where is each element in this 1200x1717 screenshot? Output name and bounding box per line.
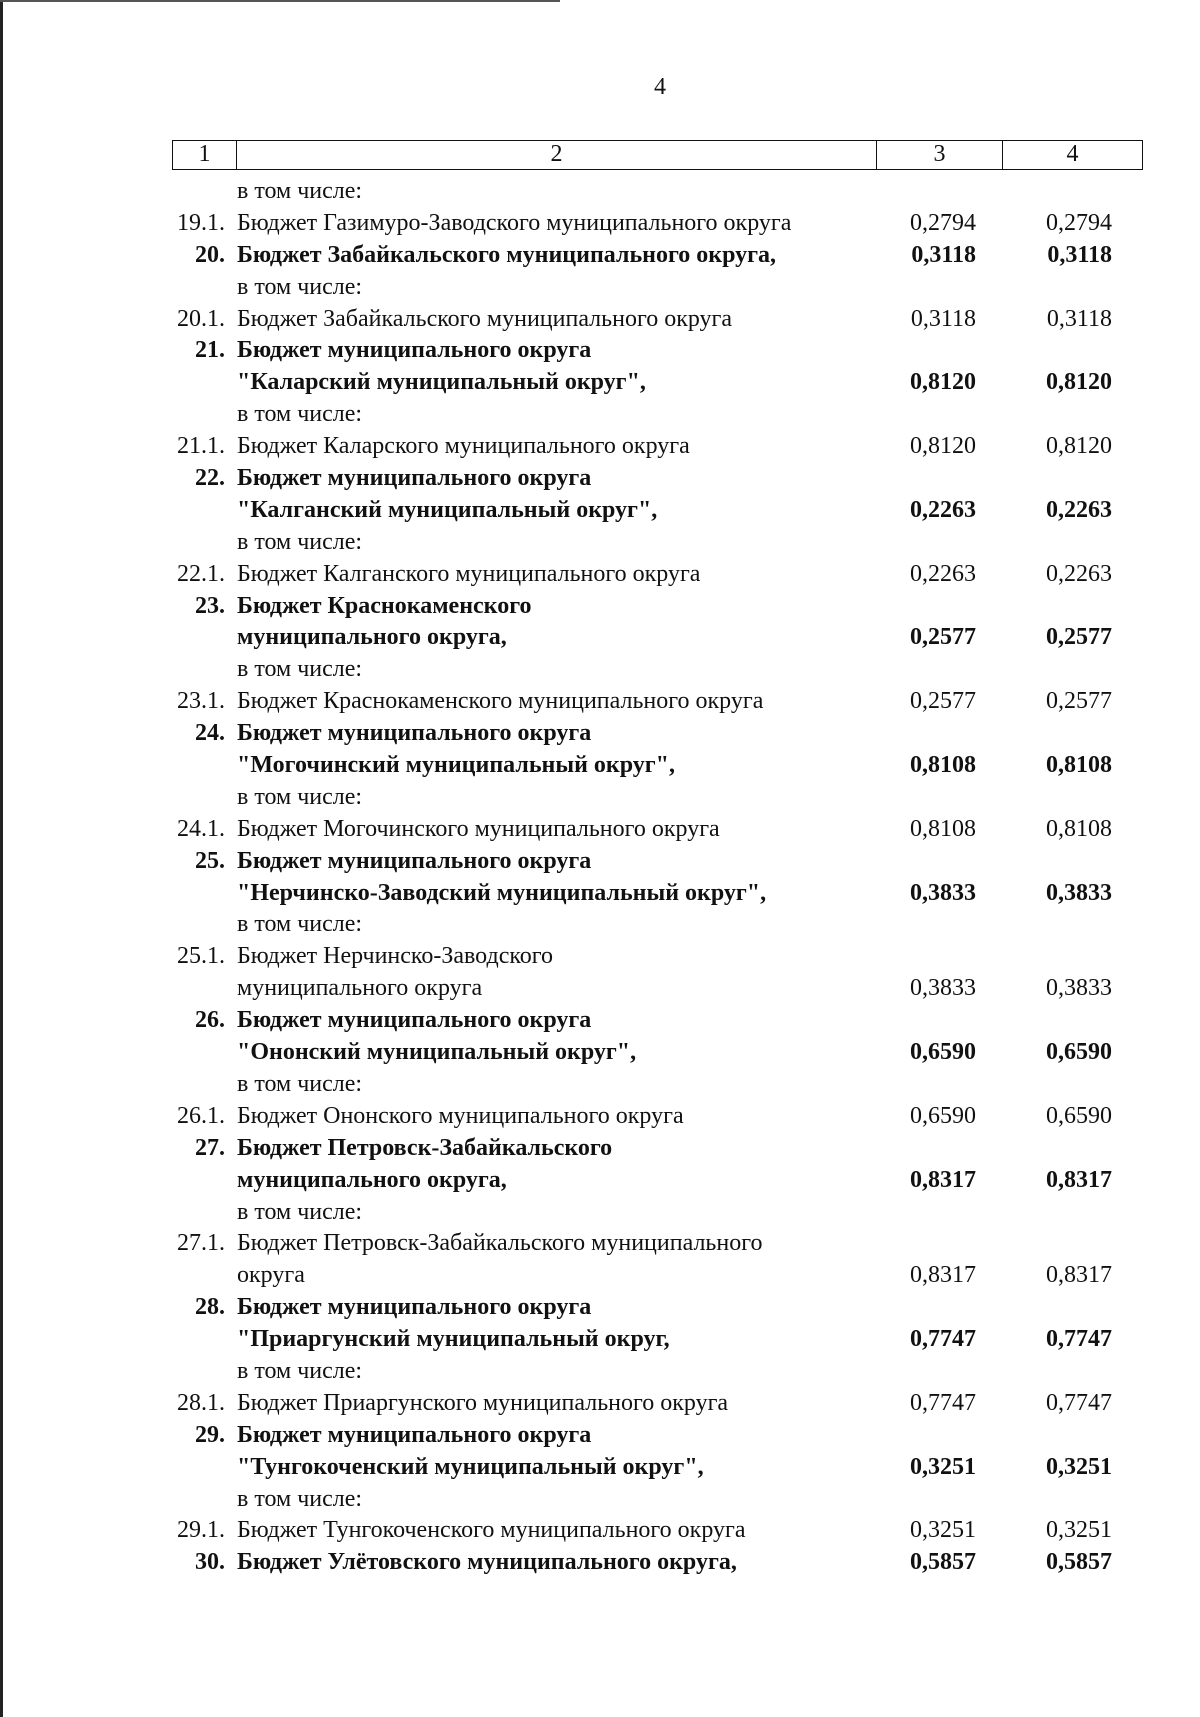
row-value-col4: 0,6590	[1046, 1039, 1112, 1066]
row-value-col4: 0,2263	[1046, 560, 1112, 587]
table-row	[0, 1388, 1200, 1420]
table-row	[0, 240, 1200, 272]
table-row	[0, 1260, 1200, 1292]
table-header-row	[172, 140, 1143, 170]
row-text: Бюджет муниципального округа	[237, 1007, 592, 1034]
row-text: в том числе:	[237, 656, 363, 683]
row-value-col3: 0,3833	[910, 879, 976, 906]
row-number: 28.1.	[177, 1389, 225, 1416]
row-text: Бюджет муниципального округа	[237, 1421, 592, 1448]
table-row	[0, 622, 1200, 654]
row-text: "Калганский муниципальный округ",	[237, 496, 658, 523]
table-row	[0, 463, 1200, 495]
table-row	[0, 1101, 1200, 1133]
row-text: "Приаргунский муниципальный округ,	[237, 1326, 670, 1353]
table-row	[0, 1547, 1200, 1579]
row-number: 20.1.	[177, 305, 225, 332]
row-text: "Ононский муниципальный округ",	[237, 1039, 637, 1066]
row-value-col3: 0,7747	[910, 1326, 976, 1353]
row-text: "Тунгокоченский муниципальный округ",	[237, 1453, 704, 1480]
row-value-col3: 0,8317	[910, 1166, 976, 1193]
row-text: в том числе:	[237, 1070, 363, 1097]
table-row	[0, 431, 1200, 463]
table-row	[0, 1324, 1200, 1356]
table-row	[0, 1515, 1200, 1547]
row-value-col3: 0,8120	[910, 369, 976, 396]
table-row	[0, 1292, 1200, 1324]
row-text: "Нерчинско-Заводский муниципальный округ",	[237, 879, 767, 906]
row-text: Бюджет Краснокаменского муниципального округа	[237, 688, 764, 715]
table-row	[0, 973, 1200, 1005]
row-number: 21.1.	[177, 433, 225, 460]
row-number: 21.	[195, 337, 225, 364]
row-value-col4: 0,3833	[1046, 975, 1112, 1002]
row-value-col4: 0,5857	[1046, 1549, 1112, 1576]
row-value-col4: 0,2263	[1046, 496, 1112, 523]
row-number: 22.	[195, 465, 225, 492]
page-number: 4	[654, 74, 666, 100]
row-value-col3: 0,2263	[910, 496, 976, 523]
row-value-col3: 0,8108	[910, 815, 976, 842]
row-value-col4: 0,7747	[1046, 1389, 1112, 1416]
row-text: Бюджет Ононского муниципального округа	[237, 1102, 684, 1129]
row-value-col4: 0,3251	[1046, 1453, 1112, 1480]
row-text: Бюджет Забайкальского муниципального округа	[237, 305, 733, 332]
scan-top-border	[0, 0, 560, 2]
row-value-col3: 0,6590	[910, 1102, 976, 1129]
row-number: 23.	[195, 592, 225, 619]
row-text: Бюджет Забайкальского муниципального округа,	[237, 241, 777, 268]
table-row	[0, 941, 1200, 973]
table-row	[0, 782, 1200, 814]
table-row	[0, 1356, 1200, 1388]
row-text: Бюджет муниципального округа	[237, 337, 592, 364]
row-number: 25.1.	[177, 943, 225, 970]
row-text: в том числе:	[237, 1198, 363, 1225]
table-row	[0, 367, 1200, 399]
row-value-col4: 0,2577	[1046, 688, 1112, 715]
row-text: Бюджет Газимуро-Заводского муниципального округа	[237, 209, 792, 236]
table-row	[0, 399, 1200, 431]
row-value-col3: 0,2577	[910, 624, 976, 651]
row-value-col3: 0,3118	[910, 305, 976, 332]
row-value-col3: 0,3118	[911, 241, 976, 268]
table-row	[0, 878, 1200, 910]
table-row	[0, 1037, 1200, 1069]
row-number: 27.1.	[177, 1230, 225, 1257]
row-text: Бюджет Улётовского муниципального округа,	[237, 1549, 737, 1576]
row-number: 30.	[195, 1549, 225, 1576]
row-number: 25.	[195, 847, 225, 874]
row-number: 27.	[195, 1134, 225, 1161]
row-value-col3: 0,2577	[910, 688, 976, 715]
row-text: муниципального округа,	[237, 624, 507, 651]
row-value-col4: 0,8108	[1046, 752, 1112, 779]
row-number: 26.1.	[177, 1102, 225, 1129]
row-number: 29.	[195, 1421, 225, 1448]
table-row	[0, 176, 1200, 208]
table-row	[0, 654, 1200, 686]
table-row	[0, 846, 1200, 878]
table-row	[0, 1452, 1200, 1484]
row-text: в том числе:	[237, 528, 363, 555]
row-text: в том числе:	[237, 1357, 363, 1384]
row-value-col3: 0,8120	[910, 433, 976, 460]
row-text: муниципального округа,	[237, 1166, 507, 1193]
row-number: 23.1.	[177, 688, 225, 715]
row-value-col4: 0,8120	[1046, 369, 1112, 396]
row-value-col4: 0,8120	[1046, 433, 1112, 460]
table-row	[0, 909, 1200, 941]
table-row	[0, 1133, 1200, 1165]
row-value-col3: 0,5857	[910, 1549, 976, 1576]
row-value-col4: 0,3251	[1046, 1517, 1112, 1544]
row-text: "Могочинский муниципальный округ",	[237, 752, 675, 779]
row-value-col3: 0,3251	[910, 1453, 976, 1480]
table-row	[0, 1005, 1200, 1037]
row-number: 26.	[195, 1007, 225, 1034]
table-row	[0, 1484, 1200, 1516]
row-text: Бюджет Краснокаменского	[237, 592, 532, 619]
table-row	[0, 527, 1200, 559]
row-text: "Каларский муниципальный округ",	[237, 369, 646, 396]
row-text: Бюджет Нерчинско-Заводского	[237, 943, 554, 970]
table-row	[0, 335, 1200, 367]
row-value-col4: 0,6590	[1046, 1102, 1112, 1129]
row-text: в том числе:	[237, 911, 363, 938]
row-value-col4: 0,3118	[1047, 241, 1112, 268]
row-text: муниципального округа	[237, 975, 483, 1002]
header-col-4: 4	[1066, 141, 1079, 167]
row-text: Бюджет Калганского муниципального округа	[237, 560, 701, 587]
row-text: в том числе:	[237, 178, 363, 204]
header-col-2: 2	[237, 141, 877, 169]
table-row	[0, 686, 1200, 718]
row-text: в том числе:	[237, 273, 363, 300]
row-value-col3: 0,3251	[910, 1517, 976, 1544]
row-value-col3: 0,8317	[910, 1262, 976, 1289]
table-row	[0, 591, 1200, 623]
row-number: 29.1.	[177, 1517, 225, 1544]
row-text: Бюджет муниципального округа	[237, 465, 592, 492]
row-value-col4: 0,7747	[1046, 1326, 1112, 1353]
row-text: Бюджет муниципального округа	[237, 1294, 592, 1321]
row-number: 22.1.	[177, 560, 225, 587]
row-text: в том числе:	[237, 783, 363, 810]
row-text: Бюджет Петровск-Забайкальского муниципального	[237, 1230, 763, 1257]
table-row	[0, 1165, 1200, 1197]
row-number: 20.	[195, 241, 225, 268]
table-row	[0, 1197, 1200, 1229]
row-value-col3: 0,6590	[910, 1039, 976, 1066]
row-value-col4: 0,8317	[1046, 1166, 1112, 1193]
row-text: Бюджет муниципального округа	[237, 720, 592, 747]
table-row	[0, 208, 1200, 240]
table-row	[0, 750, 1200, 782]
table-row	[0, 1069, 1200, 1101]
row-text: в том числе:	[237, 1485, 363, 1512]
row-value-col3: 0,8108	[910, 752, 976, 779]
header-col-3: 3	[877, 141, 1003, 169]
row-value-col4: 0,2794	[1046, 209, 1112, 236]
row-value-col4: 0,3833	[1046, 879, 1112, 906]
table-row	[0, 495, 1200, 527]
row-number: 24.	[195, 720, 225, 747]
row-text: Бюджет Приаргунского муниципального округа	[237, 1389, 729, 1416]
row-value-col4: 0,8108	[1046, 815, 1112, 842]
header-col-1: 1	[173, 141, 237, 169]
row-text: округа	[237, 1262, 305, 1289]
row-value-col4: 0,2577	[1046, 624, 1112, 651]
row-text: в том числе:	[237, 401, 363, 428]
row-value-col3: 0,2794	[910, 209, 976, 236]
row-value-col4: 0,8317	[1046, 1262, 1112, 1289]
table-row	[0, 1420, 1200, 1452]
row-value-col3: 0,2263	[910, 560, 976, 587]
row-value-col4: 0,3118	[1046, 305, 1112, 332]
row-number: 24.1.	[177, 815, 225, 842]
row-text: Бюджет Петровск-Забайкальского	[237, 1134, 613, 1161]
table-row	[0, 304, 1200, 336]
row-value-col3: 0,3833	[910, 975, 976, 1002]
row-text: Бюджет Могочинского муниципального округа	[237, 815, 720, 842]
table-row	[0, 718, 1200, 750]
budget-table-body	[0, 176, 1200, 1579]
row-number: 28.	[195, 1294, 225, 1321]
table-row	[0, 272, 1200, 304]
table-row	[0, 814, 1200, 846]
table-row	[0, 1228, 1200, 1260]
table-row	[0, 559, 1200, 591]
row-text: Бюджет муниципального округа	[237, 847, 592, 874]
row-value-col3: 0,7747	[910, 1389, 976, 1416]
row-number: 19.1.	[177, 209, 225, 236]
row-text: Бюджет Тунгокоченского муниципального округа	[237, 1517, 746, 1544]
row-text: Бюджет Каларского муниципального округа	[237, 433, 690, 460]
